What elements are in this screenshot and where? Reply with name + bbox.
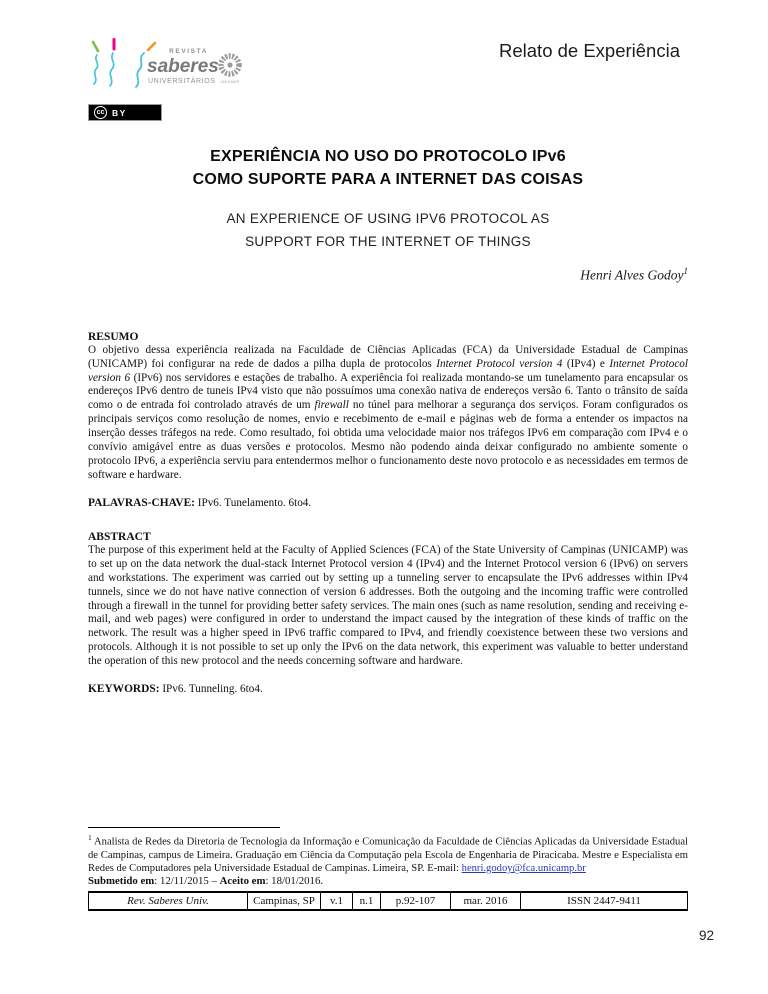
resumo-text-italic: firewall [314, 399, 349, 412]
accepted-date: : 18/01/2016. [265, 875, 324, 888]
resumo-text: (IPv4) e [562, 357, 610, 370]
resumo-text: O objetivo dessa experiência realizada na Faculdade de Ciências Aplicadas (FCA) da Universidade Estadual de Campinas (UNICAMP) foi configurar na rede de dados a pilha dupla de protocolos [88, 343, 688, 370]
keywords-line [88, 683, 688, 697]
footnote-body: Analista de Redes da Diretoria de Tecnologia da Informação e Comunicação da Faculdade de Ciências Aplicadas da Universidade Estadual de Campinas, campus de Limeira. Graduação em Ciência da Computação pela Escola de Engenharia de Piracicaba. Mestre e Especialista em Redes de Computadores pela Universidade Estadual de Campinas. Limeira, SP. E-mail: [88, 836, 688, 875]
issn-cell: ISSN 2447-9411 [567, 894, 641, 907]
cc-by-label: BY [112, 107, 127, 118]
volume-cell: v.1 [321, 893, 353, 909]
author-name: Henri Alves Godoy [580, 267, 684, 283]
abstract-heading: ABSTRACT [88, 530, 151, 543]
article-title-line1: EXPERIÊNCIA NO USO DO PROTOCOLO IPv6 [210, 148, 566, 165]
footnote-block [88, 827, 688, 911]
logo-universitarios-text: UNIVERSITÁRIOS [148, 78, 216, 85]
article-content [88, 145, 688, 697]
article-subtitle [88, 207, 688, 253]
date-cell: mar. 2016 [451, 893, 521, 909]
palavras-chave-value: IPv6. Tunelamento. 6to4. [194, 496, 312, 509]
palavras-chave-label: PALAVRAS-CHAVE: [88, 496, 195, 509]
footnote-ref: 1 [88, 833, 92, 842]
article-title-line2: COMO SUPORTE PARA A INTERNET DAS COISAS [192, 171, 584, 188]
logo-profile-squiggle-icon [136, 53, 144, 87]
article-subtitle-line1: AN EXPERIENCE OF USING IPV6 PROTOCOL AS [226, 211, 550, 226]
author-footnote-ref: 1 [683, 266, 688, 276]
cc-icon: cc [94, 106, 107, 119]
journal-logo-graphic [84, 38, 254, 90]
author-line [88, 266, 688, 284]
page-number: 92 [698, 928, 714, 943]
palavras-chave-line [88, 497, 688, 511]
journal-logo [84, 38, 254, 90]
footnote-separator [88, 827, 280, 828]
city-cell: Campinas, SP [248, 893, 321, 909]
logo-saberes-text: saberes [147, 56, 219, 77]
submission-dates-line [88, 875, 688, 889]
unicamp-seal-icon [220, 56, 240, 84]
author-email-link[interactable]: henri.godoy@fca.unicamp.br [461, 863, 586, 875]
resumo-text: (IPv6) nos servidores e estações de trabalho. A experiência foi realizada montando-se um tunelamento para encapsular os endereços IPv6 dentro de tuneis IPv4 visto que não possuímos uma conexão nativa de endereços versão 6. Tanto o trânsito de saída como o de entrada foi controlado através de um [88, 371, 689, 412]
journal-footer-table [88, 891, 688, 911]
issue-number-cell: n.1 [353, 893, 381, 909]
keywords-label: KEYWORDS: [88, 683, 160, 696]
logo-green-accent-icon [93, 42, 98, 51]
resumo-text: no túnel para melhorar a segurança dos serviços. Foram configurados os principais serviços como resolução de nomes, envio e recebimento de e-mail e páginas web de forma a entender os impactos na inserção desses tráfegos na rede. Como resultado, foi obtida uma velocidade maior nos tráfegos IPv6 em comparação com IPv4 e o convívio amigável entre as duas versões e protocolos. Mesmo não podendo ainda deixar configurado no ambiente somente o protocolo IPv6, a experiência serviu para entendermos melhor o funcionamento deste novo protocolo e as necessidades em termos de software e hardware. [88, 399, 688, 481]
resumo-paragraph [88, 344, 688, 483]
keywords-value: IPv6. Tunneling. 6to4. [159, 683, 263, 696]
logo-profile-squiggle-icon [94, 55, 98, 84]
article-subtitle-line2: SUPPORT FOR THE INTERNET OF THINGS [245, 234, 531, 249]
logo-profile-squiggle-icon [110, 53, 114, 86]
unicamp-seal-label: UNICAMP [220, 80, 240, 84]
submitted-date: : 12/11/2015 – [154, 875, 220, 888]
resumo-text-italic: Internet Protocol version 6 [88, 357, 689, 384]
section-label: Relato de Experiência [499, 40, 680, 61]
footnote-text [88, 831, 688, 875]
article-title [88, 145, 688, 191]
journal-name-cell: Rev. Saberes Univ. [89, 893, 248, 909]
submitted-label: Submetido em [88, 875, 155, 888]
accepted-label: Aceito em [219, 875, 266, 888]
logo-revista-text: REVISTA [169, 48, 208, 55]
resumo-heading: RESUMO [88, 330, 139, 343]
cc-by-license-badge[interactable] [88, 104, 162, 121]
resumo-text-italic: Internet Protocol version 4 [436, 357, 563, 370]
pages-cell: p.92-107 [381, 893, 451, 909]
logo-orange-accent-icon [148, 43, 155, 50]
abstract-paragraph: The purpose of this experiment held at the Faculty of Applied Sciences (FCA) of the State University of Campinas (UNICAMP) was to set up on the data network the dual-stack Internet Protocol version 4 (IPv4) and the Internet Protocol version 6 (IPv6) on servers and workstations. The experiment was carried out by setting up a tunneling server to encapsulate the IPv6 addresses within IPv4 tunnels, since we do not have native connection of version 6 addresses. Both the outgoing and the incoming traffic were controlled through a firewall in the tunnel for providing better safety services. The main ones (such as name resolution, sending and receiving e-mail, and web pages) were configured in order to understand the impact caused by the integration of these kinds of traffic on the network. The result was a higher speed in IPv6 traffic compared to IPv4, and friendly coexistence between these two versions and protocols. Although it is not possible to set up only the IPv6 on the data network, this experiment was valuable to better understand the operation of this new protocol and the needs concerning software and hardware. [88, 543, 688, 668]
